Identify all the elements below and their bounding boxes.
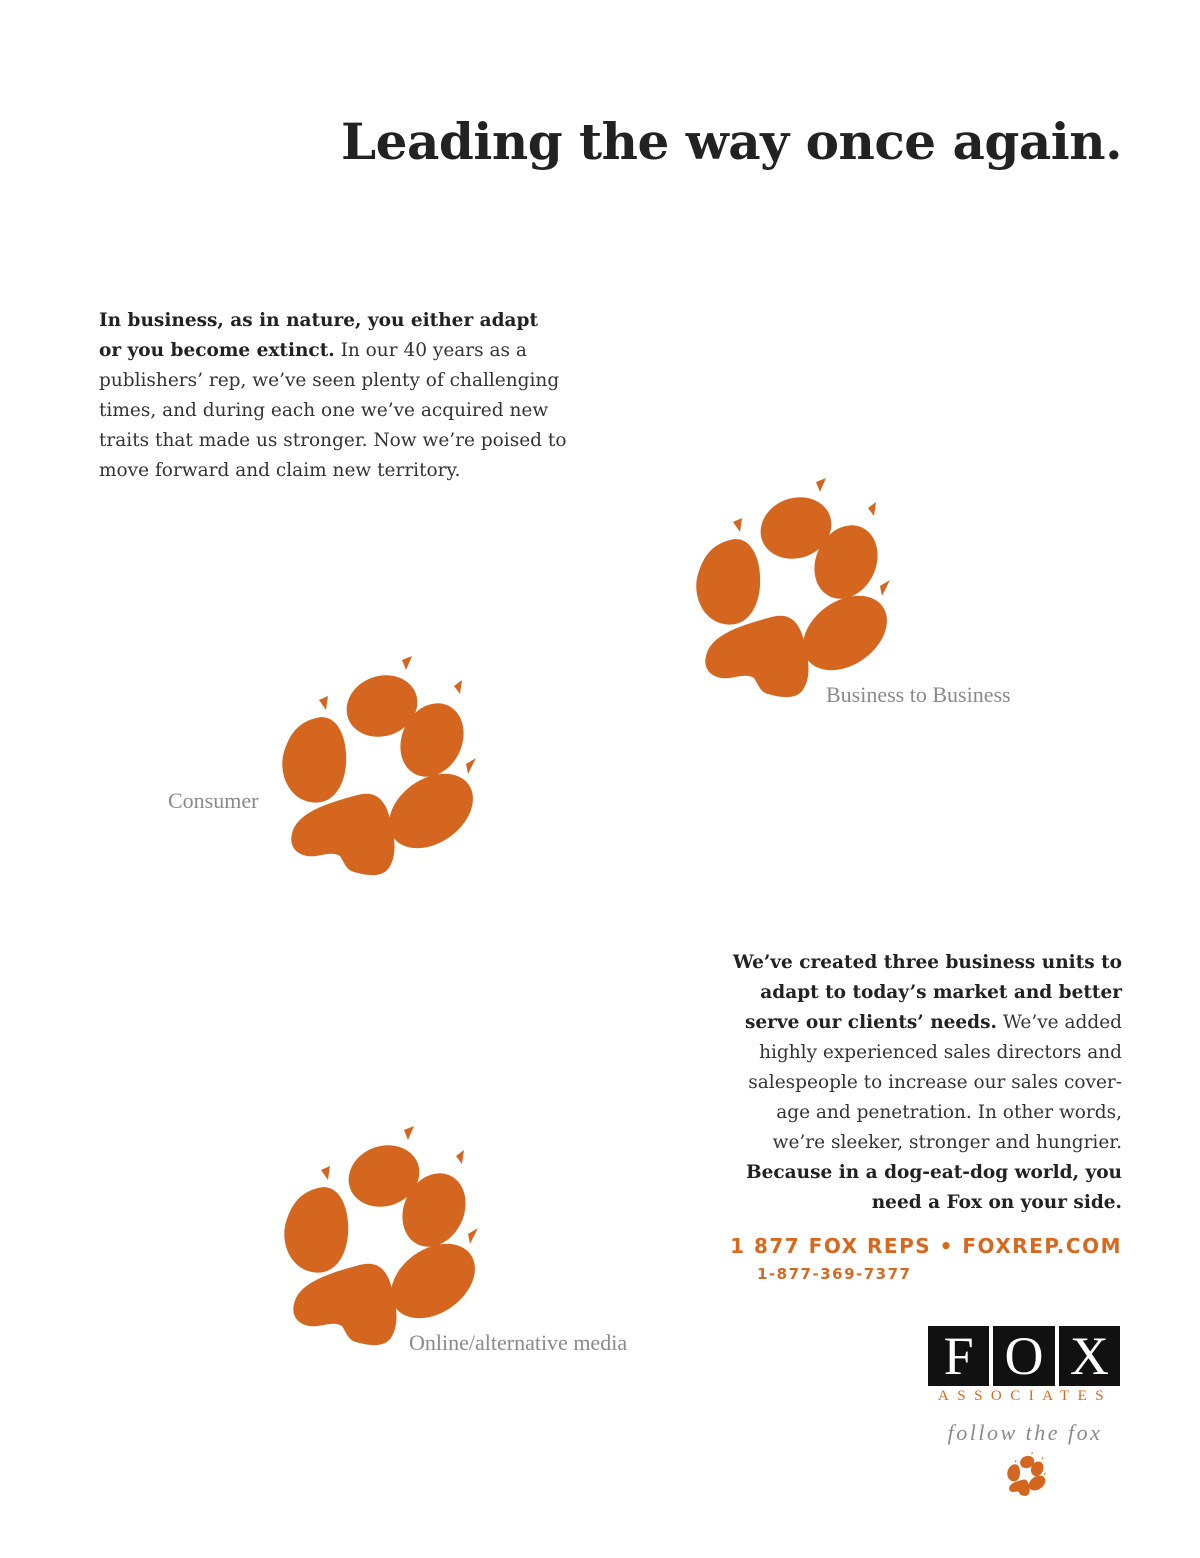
- fox-logo: [928, 1326, 1120, 1386]
- closing-line-8: Because in a dog-eat-dog world, you: [746, 1162, 1122, 1183]
- intro-line-1: In our 40 years as a: [334, 340, 527, 361]
- intro-line-2: publishers’ rep, we’ve seen plenty of challenging: [99, 370, 560, 391]
- logo-subtitle: ASSOCIATES: [937, 1388, 1113, 1404]
- website-link[interactable]: FOXREP.COM: [962, 1234, 1122, 1258]
- phone-number[interactable]: 1-877-369-7377: [757, 1265, 912, 1283]
- paw-print-icon: [1006, 1452, 1046, 1496]
- intro-paragraph: [99, 306, 619, 486]
- closing-line-2: adapt to today’s market and better: [760, 982, 1122, 1003]
- closing-paragraph: [700, 948, 1122, 1218]
- closing-line-3-bold: serve our clients’ needs.: [744, 1012, 997, 1033]
- closing-line-9: need a Fox on your side.: [871, 1192, 1122, 1213]
- paw-print-icon: [278, 1126, 478, 1346]
- online-media-label: Online/alternative media: [409, 1330, 628, 1355]
- intro-line-5: move forward and claim new territory.: [99, 460, 461, 481]
- logo-letter: X: [1059, 1326, 1120, 1386]
- intro-bold-line-1: In business, as in nature, you either adapt: [99, 310, 539, 331]
- paw-print-icon: [276, 656, 476, 876]
- consumer-label: Consumer: [168, 788, 259, 813]
- closing-line-6: age and penetration. In other words,: [776, 1102, 1122, 1123]
- phone-words[interactable]: 1 877 FOX REPS: [730, 1234, 932, 1258]
- intro-line-3: times, and during each one we’ve acquired new: [99, 400, 549, 421]
- bullet-separator: •: [939, 1234, 954, 1258]
- closing-line-7: we’re sleeker, stronger and hungrier.: [772, 1132, 1122, 1153]
- paw-print-icon: [690, 478, 890, 698]
- closing-line-1: We’ve created three business units to: [732, 952, 1122, 973]
- tagline: follow the fox: [947, 1420, 1103, 1445]
- closing-line-3: We’ve added: [996, 1012, 1122, 1033]
- contact-line: [700, 1234, 1122, 1258]
- closing-line-5: salespeople to increase our sales cover-: [748, 1072, 1122, 1093]
- intro-line-4: traits that made us stronger. Now we’re poised to: [99, 430, 567, 451]
- logo-letter: O: [993, 1326, 1054, 1386]
- headline: Leading the way once again.: [341, 112, 1122, 171]
- intro-bold-line-2: or you become extinct.: [99, 340, 335, 361]
- closing-line-4: highly experienced sales directors and: [759, 1042, 1122, 1063]
- business-to-business-label: Business to Business: [826, 682, 1011, 707]
- logo-letter: F: [928, 1326, 989, 1386]
